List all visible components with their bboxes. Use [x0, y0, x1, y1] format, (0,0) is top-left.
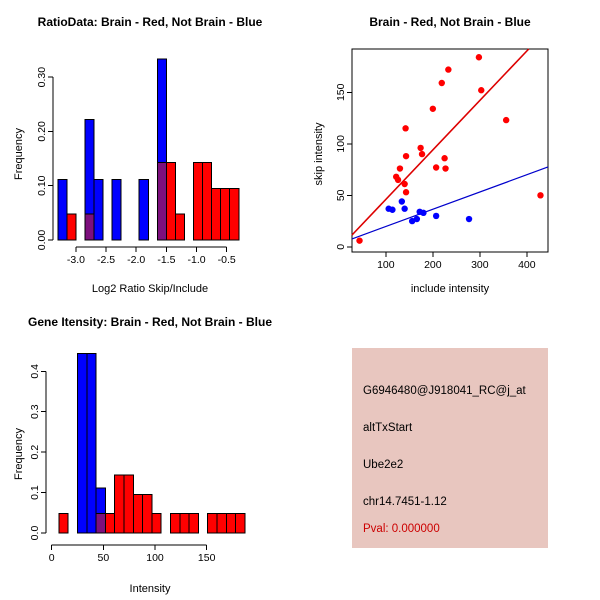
hist-bar-red	[105, 514, 114, 533]
hist-bar-red	[124, 475, 133, 533]
hist-bar-red	[152, 514, 161, 533]
ratio-histogram-plot	[0, 0, 300, 300]
pval-text: Pval: 0.000000	[363, 523, 440, 535]
hist-bar-red	[203, 162, 212, 240]
y-tick-label: 0.30	[36, 66, 48, 88]
scatter-point-blue	[399, 198, 405, 204]
hist-bar-red	[180, 514, 189, 533]
hist-bar-red	[67, 214, 76, 240]
x-tick-label: 50	[97, 552, 110, 564]
scatter-point-red	[430, 106, 436, 112]
x-tick-label: 0	[48, 552, 55, 564]
hist-bar-red	[221, 188, 230, 240]
y-tick-label: 0.0	[29, 525, 41, 541]
intensity-histogram-ylabel: Frequency	[13, 428, 25, 480]
intensity-histogram-title: Gene Itensity: Brain - Red, Not Brain - Blue	[27, 315, 273, 329]
hist-bar-overlap	[96, 514, 105, 533]
ratio-histogram-title: RatioData: Brain - Red, Not Brain - Blue	[37, 15, 263, 29]
y-tick-label: 0.2	[29, 444, 41, 460]
hist-bar-blue	[112, 180, 121, 240]
scatter-point-red	[356, 237, 362, 243]
y-tick-label: 0.1	[29, 485, 41, 500]
x-tick-label: -2.5	[97, 254, 116, 266]
panel-gene-info	[300, 300, 600, 600]
y-tick-label: 0.4	[29, 363, 41, 379]
scatter-point-red	[478, 87, 484, 93]
hist-bar-red	[171, 514, 180, 533]
scatter-ylabel: skip intensity	[313, 122, 325, 186]
panel-scatter	[300, 0, 600, 300]
scatter-point-red	[442, 165, 448, 171]
x-tick-label: 100	[377, 259, 395, 271]
hist-bar-overlap	[85, 214, 94, 240]
scatter-point-red	[503, 117, 509, 123]
event-type-text: altTxStart	[363, 422, 413, 434]
hist-bar-red	[217, 514, 226, 533]
ratio-histogram-xlabel: Log2 Ratio Skip/Include	[91, 283, 209, 295]
scatter-xlabel: include intensity	[410, 283, 490, 295]
x-tick-label: -1.5	[157, 254, 176, 266]
scatter-point-red	[433, 164, 439, 170]
y-tick-label: 150	[335, 83, 347, 102]
hist-bar-blue	[78, 353, 87, 533]
scatter-point-red	[395, 177, 401, 183]
x-tick-label: -3.0	[66, 254, 85, 266]
scatter-title: Brain - Red, Not Brain - Blue	[369, 15, 531, 29]
scatter-point-blue	[466, 216, 472, 222]
hist-bar-red	[175, 214, 184, 240]
plot-box	[352, 49, 548, 252]
scatter-point-red	[403, 153, 409, 159]
x-tick-label: -0.5	[217, 254, 236, 266]
y-tick-label: 0.3	[29, 404, 41, 420]
scatter-point-red	[397, 165, 403, 171]
x-tick-label: 100	[146, 552, 164, 564]
hist-bar-red	[226, 514, 235, 533]
scatter-point-red	[402, 125, 408, 131]
x-tick-label: 300	[471, 259, 489, 271]
hist-bar-red	[115, 475, 124, 533]
scatter-point-blue	[414, 216, 420, 222]
x-tick-label: -2.0	[127, 254, 146, 266]
scatter-point-red	[401, 181, 407, 187]
hist-bar-red	[143, 495, 152, 533]
location-text: chr14.7451-1.12	[363, 496, 447, 508]
gene-info-box	[352, 348, 548, 548]
hist-bar-red	[212, 188, 221, 240]
hist-bar-red	[59, 514, 68, 533]
scatter-point-red	[441, 155, 447, 161]
scatter-point-red	[476, 54, 482, 60]
hist-bar-red	[230, 188, 239, 240]
hist-bar-red	[236, 514, 245, 533]
ratio-histogram-ylabel: Frequency	[13, 128, 25, 180]
scatter-point-blue	[433, 213, 439, 219]
hist-bar-blue	[87, 353, 96, 533]
hist-bar-blue	[139, 180, 148, 240]
hist-bar-blue	[58, 180, 67, 240]
scatter-point-blue	[420, 210, 426, 216]
hist-bar-red	[208, 514, 217, 533]
y-tick-label: 0.00	[36, 229, 48, 251]
scatter-point-red	[417, 145, 423, 151]
panel-intensity-histogram	[0, 300, 300, 600]
scatter-point-blue	[401, 206, 407, 212]
gene-symbol-text: Ube2e2	[363, 459, 404, 471]
scatter-point-red	[445, 66, 451, 72]
probe-id-text: G6946480@J918041_RC@j_at	[363, 385, 526, 397]
scatter-point-red	[403, 189, 409, 195]
hist-bar-blue	[94, 180, 103, 240]
y-tick-label: 0.10	[36, 175, 48, 196]
hist-bar-red	[133, 495, 142, 533]
x-tick-label: 400	[518, 259, 536, 271]
y-tick-label: 0.20	[36, 121, 48, 142]
x-tick-label: -1.0	[187, 254, 206, 266]
y-tick-label: 100	[335, 135, 347, 153]
hist-bar-red	[189, 514, 198, 533]
x-tick-label: 200	[424, 259, 442, 271]
scatter-plot	[300, 0, 600, 300]
hist-bar-red	[194, 162, 203, 240]
x-tick-label: 150	[197, 552, 216, 564]
hist-bar-red	[166, 162, 175, 240]
panel-ratio-histogram	[0, 0, 300, 300]
intensity-histogram-plot	[0, 300, 300, 600]
scatter-point-red	[537, 192, 543, 198]
scatter-point-blue	[389, 207, 395, 213]
y-tick-label: 50	[335, 189, 347, 202]
y-tick-label: 0	[335, 243, 347, 250]
intensity-histogram-xlabel: Intensity	[129, 583, 171, 595]
scatter-point-red	[419, 151, 425, 157]
hist-bar-overlap	[157, 162, 166, 240]
scatter-point-red	[439, 80, 445, 86]
